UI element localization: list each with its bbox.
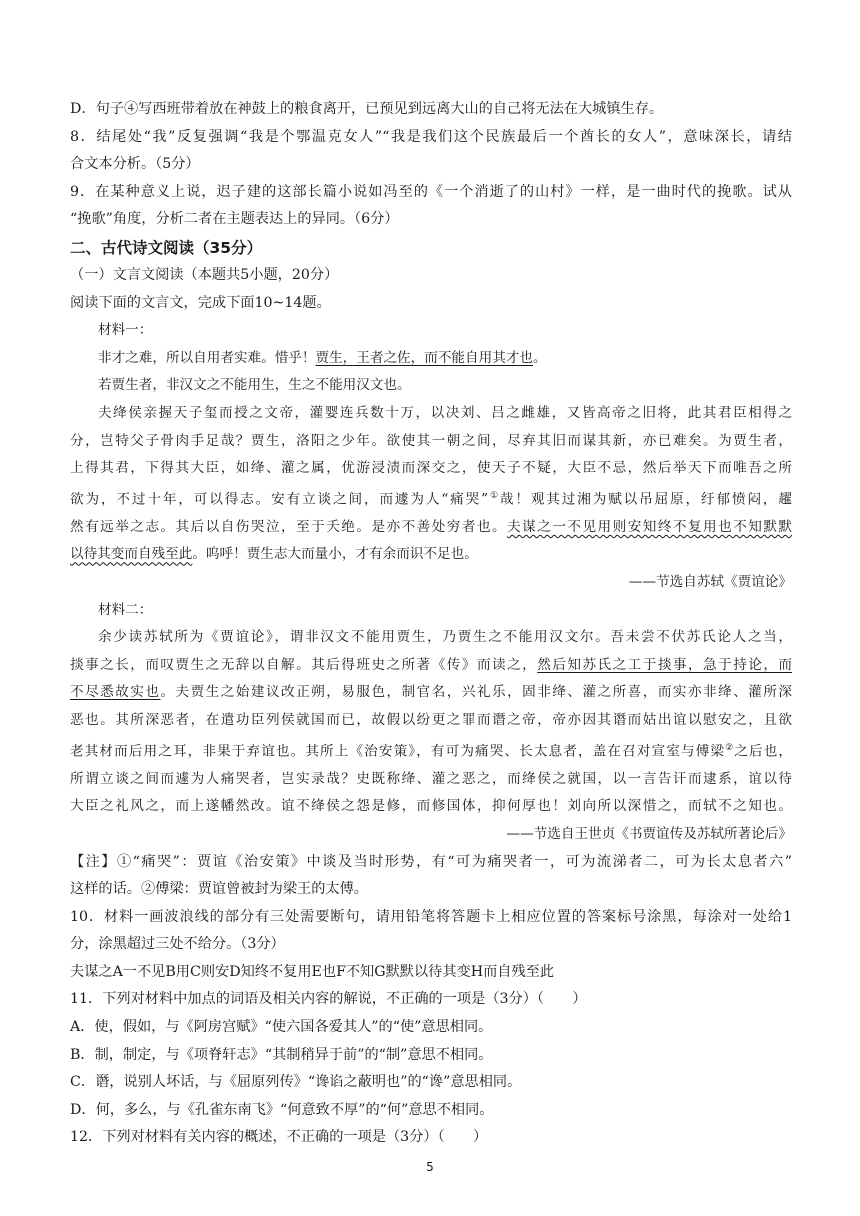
material-2-source: ——节选自王世贞《书贾谊传及苏轼所著论后》 [506,825,792,842]
material-1-para-2: 若贾生者，非汉文之不能用生，生之不能用汉文也。 [98,377,411,394]
underlined-sentence: 不尽悉故实也 [70,684,161,701]
question-11-option-a: A．使，假如，与《阿房宫赋》“使六国各爱其人”的“使”意思相同。 [70,1019,493,1036]
text-span: 非才之难，所以自用者实难。惜乎！ [98,349,316,366]
question-11-option-b: B．制，制定，与《项脊轩志》“其制稍异于前”的“制”意思不相同。 [70,1046,493,1063]
text-span: 哉！观其过湘为赋以吊屈原，纡郁愤闷，趯 [499,491,792,508]
question-11-option-d: D．何，多么，与《孔雀东南飞》“何意致不厚”的“何”意思不相同。 [70,1101,494,1118]
text-span: 。 [533,349,547,366]
material-2-line-2 [70,652,792,680]
text-span: 之后也， [734,743,793,760]
material-2-line-3 [70,679,792,707]
material-2-label: 材料二： [98,601,153,618]
section-heading: 二、古代诗文阅读（35分） [70,238,263,257]
material-1-label: 材料一： [98,322,153,339]
wavy-underlined-text: 以待其变而自残至此 [70,546,193,563]
question-10-options: 夫谋之A一不见B用C则安D知终不复用E也F不知G默默以待其变H而自残至此 [70,963,555,980]
wavy-underlined-text: 夫谋之一不见用则安知终不复用也不知默默 [507,518,793,535]
text-span: 欲为，不过十年，可以得志。安有立谈之间，而遽为人“痛哭” [70,491,489,508]
question-12: 12．下列对材料有关内容的概述，不正确的一项是（3分）（ ） [70,1129,488,1146]
material-1-para-3-line-6 [70,541,792,569]
material-1-para-3-line-1: 夫绛侯亲握天子玺而授之文帝，灌婴连兵数十万，以决刘、吕之雌雄，又皆高帝之旧将，此其君臣相得之 [98,404,792,421]
question-9-cont: “挽歌”角度，分析二者在主题表达上的异同。（6分） [70,211,399,228]
footnote-marker: ① [488,490,500,501]
question-8-line: 8．结尾处“我”反复强调“我是个鄂温克女人”“我是我们这个民族最后一个酋长的女人”，意味深长，请结 [70,128,792,145]
option-d-line: D．句子④写西班带着放在神鼓上的粮食离开，已预见到远离大山的自己将无法在大城镇生存。 [70,101,664,117]
question-10-line-2: 分，涂黑超过三处不给分。（3分） [70,936,285,953]
reading-instruction: 阅读下面的文言文，完成下面10~14题。 [70,294,331,311]
underlined-sentence: 然后知苏氏之工于掞事，急于持论，而 [537,656,793,673]
material-1-para-3-line-3: 上得其君，下得其大臣，如绛、灌之属，优游浸渍而深交之，使天子不疑，大臣不忌，然后举天下而唯吾之所 [70,460,792,477]
material-1-para-1 [70,345,792,373]
question-10-line-1: 10．材料一画波浪线的部分有三处需要断句，请用铅笔将答题卡上相应位置的答案标号涂黑，每涂对一处给1 [70,908,792,925]
material-2-line-6: 所谓立谈之间而遽为人痛哭者，岂实录哉？史既称绛、灌之恶之，而绛侯之就国，以一言告讦而逮系，谊以待 [70,770,792,787]
material-1-para-3-line-5 [70,514,792,542]
note-line-2: 这样的话。②傅梁：贾谊曾被封为梁王的太傅。 [70,881,368,898]
material-1-para-3-line-2: 分，岂特父子骨肉手足哉？贾生，洛阳之少年。欲使其一朝之间，尽弃其旧而谋其新，亦已难矣。为贾生者， [70,432,792,449]
material-2-line-1: 余少读苏轼所为《贾谊论》，谓非汉文不能用贾生，乃贾生之不能用汉文尔。吾未尝不伏苏氏论人之当， [98,629,792,646]
material-1-source: ——节选自苏轼《贾谊论》 [628,574,792,591]
question-8-cont: 合文本分析。（5分） [70,156,200,173]
text-span: 然有远举之志。其后以自伤哭泣，至于夭绝。是亦不善处穷者也。 [70,518,508,535]
note-line-1: 【注】①“痛哭”：贾谊《治安策》中谈及当时形势，有“可为痛哭者一，可为流涕者二，可为长太息者六” [70,853,792,870]
question-9-line: 9．在某种意义上说，迟子建的这部长篇小说如冯至的《一个消逝了的山村》一样，是一曲时代的挽歌。试从 [70,183,792,200]
material-2-line-4: 恶也。其所深恶者，在遣功臣列侯就国而已，故假以纷更之罪而谮之帝，帝亦因其谮而姑出谊以慰安之，且欲 [70,712,792,728]
question-11: 11．下列对材料中加点的词语及相关内容的解说，不正确的一项是（3分）（ ） [70,991,587,1008]
footnote-marker: ② [725,742,735,753]
text-span: 。呜呼！贾生志大而量小，才有余而识不足也。 [192,546,478,563]
text-span: 。夫贾生之始建议改正朔，易服色，制官名，兴礼乐，固非绛、灌之所喜，而实亦非绛、灌所深 [160,684,792,701]
document-page [70,96,792,1152]
underlined-sentence: 贾生，王者之佐，而不能自用其才也 [315,349,533,366]
material-2-line-5 [70,735,792,766]
material-1-para-3-line-4 [70,483,792,514]
material-2-line-7: 大臣之礼风之，而上遂幡然改。谊不绛侯之怨是修，而修国体，抑何厚也！刘向所以深惜之，而轼不之知也。 [70,798,792,815]
text-span: 掞事之长，而叹贾生之无辞以自解。其后得班史之所著《传》而读之， [70,656,538,673]
subsection-title: （一）文言文阅读（本题共5小题，20分） [70,266,339,283]
page-number: 5 [426,1160,434,1174]
question-11-option-c: C．谮，说别人坏话，与《屈原列传》“谗谄之蔽明也”的“谗”意思相同。 [70,1074,522,1091]
text-span: 老其材而后用之耳，非果于弃谊也。其所上《治安策》，有可为痛哭、长太息者，盖在召对宣室与傅梁 [70,743,726,760]
